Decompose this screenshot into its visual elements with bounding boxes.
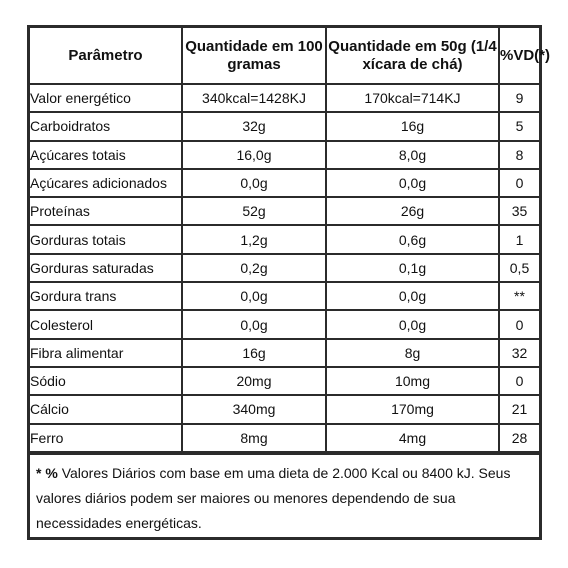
row-quantity-100g: 16g [182,339,326,367]
row-quantity-100g: 32g [182,112,326,140]
row-quantity-50g: 4mg [326,424,499,452]
table-row [30,169,539,197]
row-daily-value: 35 [499,197,539,225]
row-parameter: Gordura trans [30,282,182,310]
row-parameter: Açúcares adicionados [30,169,182,197]
row-daily-value: 32 [499,339,539,367]
row-quantity-100g: 340kcal=1428KJ [182,84,326,112]
row-quantity-100g: 0,0g [182,282,326,310]
row-parameter: Sódio [30,367,182,395]
row-quantity-50g: 26g [326,197,499,225]
row-quantity-50g: 0,1g [326,254,499,282]
row-quantity-50g: 0,0g [326,169,499,197]
row-parameter: Gorduras saturadas [30,254,182,282]
row-daily-value: 8 [499,141,539,169]
row-parameter: Fibra alimentar [30,339,182,367]
row-quantity-50g: 0,0g [326,282,499,310]
row-quantity-100g: 0,0g [182,169,326,197]
table-row [30,424,539,452]
nutrition-facts-panel [27,25,551,540]
row-quantity-100g: 340mg [182,395,326,423]
header-quantity-100g: Quantidade em 100 gramas [182,28,326,84]
row-quantity-50g: 8g [326,339,499,367]
footnote-text: Valores Diários com base em uma dieta de 2.000 Kcal ou 8400 kJ. Seus valores diários podem ser maiores ou menores dependendo de sua necessidades energéticas. [36,464,511,531]
row-quantity-50g: 170kcal=714KJ [326,84,499,112]
footnote-marker: * % [36,464,58,481]
row-parameter: Valor energético [30,84,182,112]
table-row [30,310,539,338]
row-daily-value: 1 [499,225,539,253]
table-row [30,141,539,169]
row-quantity-50g: 10mg [326,367,499,395]
row-quantity-50g: 8,0g [326,141,499,169]
row-parameter: Ferro [30,424,182,452]
row-parameter: Cálcio [30,395,182,423]
row-parameter: Carboidratos [30,112,182,140]
row-daily-value: 5 [499,112,539,140]
row-parameter: Colesterol [30,310,182,338]
row-quantity-100g: 52g [182,197,326,225]
table-row [30,197,539,225]
row-daily-value: 0 [499,367,539,395]
row-parameter: Açúcares totais [30,141,182,169]
row-quantity-100g: 0,2g [182,254,326,282]
row-daily-value: 28 [499,424,539,452]
row-daily-value: 0 [499,169,539,197]
row-daily-value: 9 [499,84,539,112]
header-parameter: Parâmetro [30,28,182,84]
row-quantity-100g: 16,0g [182,141,326,169]
nutrition-table [30,28,551,453]
row-quantity-100g: 1,2g [182,225,326,253]
table-row [30,395,539,423]
row-quantity-100g: 20mg [182,367,326,395]
table-row [30,84,539,112]
header-quantity-50g: Quantidade em 50g (1/4 xícara de chá) [326,28,499,84]
row-daily-value: ** [499,282,539,310]
table-row [30,254,539,282]
row-daily-value: 21 [499,395,539,423]
row-parameter: Gorduras totais [30,225,182,253]
row-quantity-100g: 8mg [182,424,326,452]
table-row [30,282,539,310]
table-row [30,112,539,140]
row-daily-value: 0 [499,310,539,338]
row-quantity-50g: 170mg [326,395,499,423]
table-row [30,367,539,395]
footnote [30,453,539,536]
row-quantity-50g: 16g [326,112,499,140]
row-quantity-100g: 0,0g [182,310,326,338]
table-row [30,225,539,253]
row-quantity-50g: 0,6g [326,225,499,253]
row-daily-value: 0,5 [499,254,539,282]
table-row [30,339,539,367]
row-quantity-50g: 0,0g [326,310,499,338]
row-parameter: Proteínas [30,197,182,225]
header-daily-value: %VD(*) [499,28,539,84]
header-row [30,28,539,84]
